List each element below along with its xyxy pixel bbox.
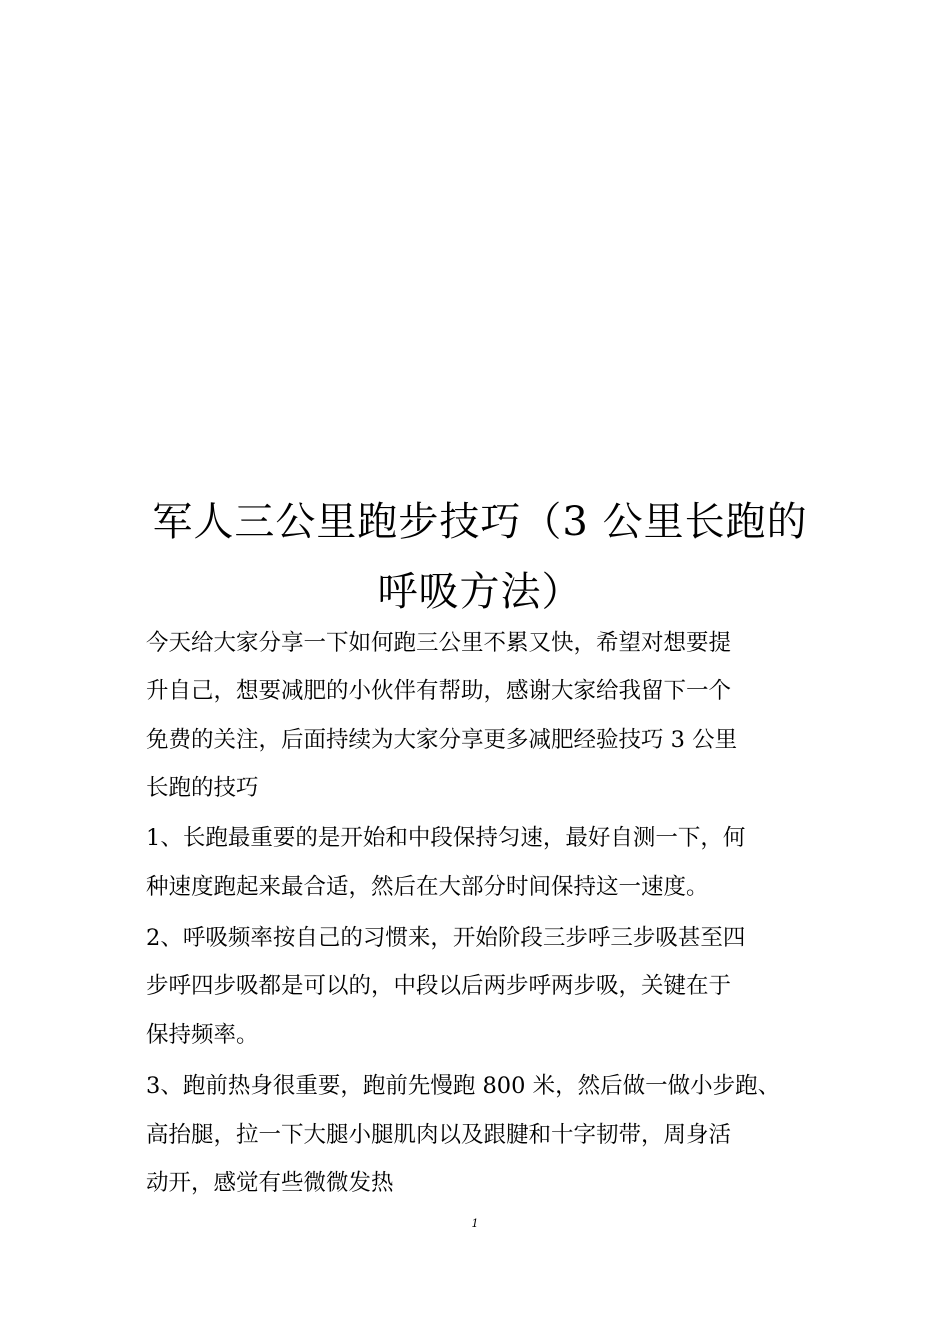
list-item-2-line-2: 步呼四步吸都是可以的，中段以后两步呼两步吸，关键在于 [146,973,732,999]
document-title-line-1: 军人三公里跑步技巧（3 公里长跑的 [152,499,808,545]
paragraph-line-1: 今天给大家分享一下如何跑三公里不累又快，希望对想要提 [146,630,732,656]
list-item-3-line-3: 动开，感觉有些微微发热 [146,1170,394,1196]
list-item-3-line-1: 3、跑前热身很重要，跑前先慢跑 800 米，然后做一做小步跑、 [146,1073,781,1099]
list-item-3-line-2: 高抬腿，拉一下大腿小腿肌肉以及跟腱和十字韧带，周身活 [146,1122,732,1148]
list-item-2-line-3: 保持频率。 [146,1022,259,1048]
paragraph-line-4: 长跑的技巧 [146,775,259,801]
paragraph-line-3: 免费的关注，后面持续为大家分享更多减肥经验技巧 3 公里 [146,727,738,753]
list-item-1-line-1: 1、长跑最重要的是开始和中段保持匀速，最好自测一下，何 [146,825,746,851]
paragraph-line-2: 升自己，想要减肥的小伙伴有帮助，感谢大家给我留下一个 [146,678,732,704]
document-title-line-2: 呼吸方法） [377,569,583,615]
list-item-1-line-2: 种速度跑起来最合适，然后在大部分时间保持这一速度。 [146,874,709,900]
page-number: 1 [471,1217,479,1230]
list-item-2-line-1: 2、呼吸频率按自己的习惯来，开始阶段三步呼三步吸甚至四 [146,925,746,951]
